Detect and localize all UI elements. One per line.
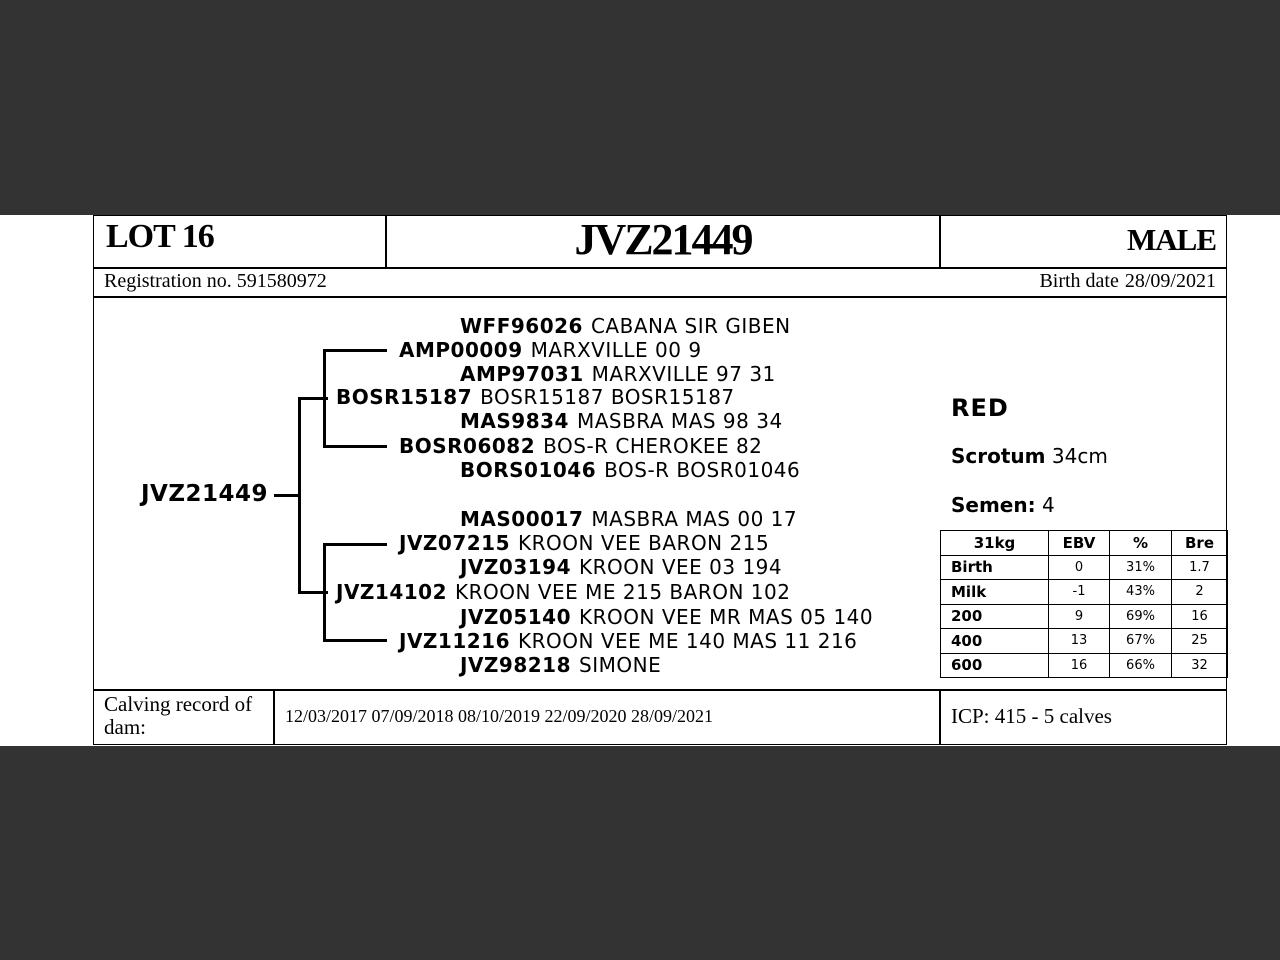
pedigree-ancestor: JVZ11216 KROON VEE ME 140 MAS 11 216 [399, 629, 858, 653]
pedigree-ancestor: MAS9834 MASBRA MAS 98 34 [460, 409, 783, 433]
semen-value: 4 [1041, 493, 1055, 517]
pedigree-dam: JVZ14102 KROON VEE ME 215 BARON 102 [336, 580, 791, 604]
semen-label: Semen: [951, 493, 1036, 517]
scrotum-info [951, 444, 1108, 468]
registration-row [93, 268, 1227, 297]
registration-number: Registration no. 591580972 [104, 270, 327, 292]
pedigree-ancestor: BOSR06082 BOS-R CHEROKEE 82 [399, 434, 763, 458]
ebv-header-row [941, 531, 1228, 556]
lot-cell [93, 215, 386, 268]
calving-label-cell [93, 690, 274, 745]
table-row: 400 13 67% 25 [941, 629, 1228, 654]
pedigree-ancestor: JVZ03194 KROON VEE 03 194 [460, 555, 783, 579]
lot-card [0, 215, 1280, 746]
pedigree-ancestor: MAS00017 MASBRA MAS 00 17 [460, 507, 798, 531]
pedigree-section [93, 297, 1227, 690]
calving-label: Calving record of dam: [104, 692, 253, 739]
pedigree-sire: BOSR15187 BOSR15187 BOSR15187 [336, 385, 735, 409]
table-row: Birth 0 31% 1.7 [941, 555, 1228, 580]
scrotum-value: 34cm [1051, 444, 1108, 468]
table-row: 600 16 66% 32 [941, 653, 1228, 678]
pedigree-ancestor: AMP00009 MARXVILLE 00 9 [399, 338, 702, 362]
pedigree-line [298, 397, 301, 593]
sex-cell [940, 215, 1227, 268]
pedigree-ancestor: AMP97031 MARXVILLE 97 31 [460, 362, 776, 386]
pedigree-ancestor: WFF96026 CABANA SIR GIBEN [460, 314, 791, 338]
pedigree-line [323, 543, 387, 546]
calving-dates-cell [274, 690, 940, 745]
animal-id: JVZ21449 [574, 215, 752, 264]
animal-sex: MALE [1127, 222, 1216, 257]
pedigree-ancestor: JVZ07215 KROON VEE BARON 215 [399, 531, 770, 555]
icp-cell [940, 690, 1227, 745]
scrotum-label: Scrotum [951, 444, 1046, 468]
pedigree-line [323, 639, 387, 642]
colour-label: RED [951, 394, 1009, 422]
icp-value: ICP: 415 - 5 calves [951, 704, 1112, 728]
animal-id-cell [386, 215, 940, 268]
table-row: 200 9 69% 16 [941, 604, 1228, 629]
ebv-header-bre: Bre [1172, 531, 1228, 556]
pedigree-ancestor: JVZ98218 SIMONE [460, 653, 662, 677]
lot-number: LOT 16 [106, 218, 214, 255]
ebv-table [940, 530, 1228, 678]
table-row: Milk -1 43% 2 [941, 580, 1228, 605]
birth-date-block [1039, 270, 1216, 293]
ebv-header-pct: % [1110, 531, 1172, 556]
pedigree-line [323, 543, 326, 641]
ebv-header-ebv: EBV [1049, 531, 1110, 556]
pedigree-ancestor: JVZ05140 KROON VEE MR MAS 05 140 [460, 605, 874, 629]
calving-dates: 12/03/2017 07/09/2018 08/10/2019 22/09/2020 28/09/2021 [285, 706, 714, 726]
pedigree-root: JVZ21449 [141, 481, 269, 507]
pedigree-line [274, 494, 299, 497]
semen-info [951, 493, 1055, 517]
pedigree-line [323, 349, 387, 352]
ebv-header-weight: 31kg [941, 531, 1049, 556]
birth-date-value: 28/09/2021 [1124, 270, 1216, 292]
birth-date-label: Birth date [1039, 270, 1119, 292]
pedigree-ancestor: BORS01046 BOS-R BOSR01046 [460, 458, 801, 482]
pedigree-line [323, 445, 387, 448]
pedigree-line [323, 349, 326, 447]
